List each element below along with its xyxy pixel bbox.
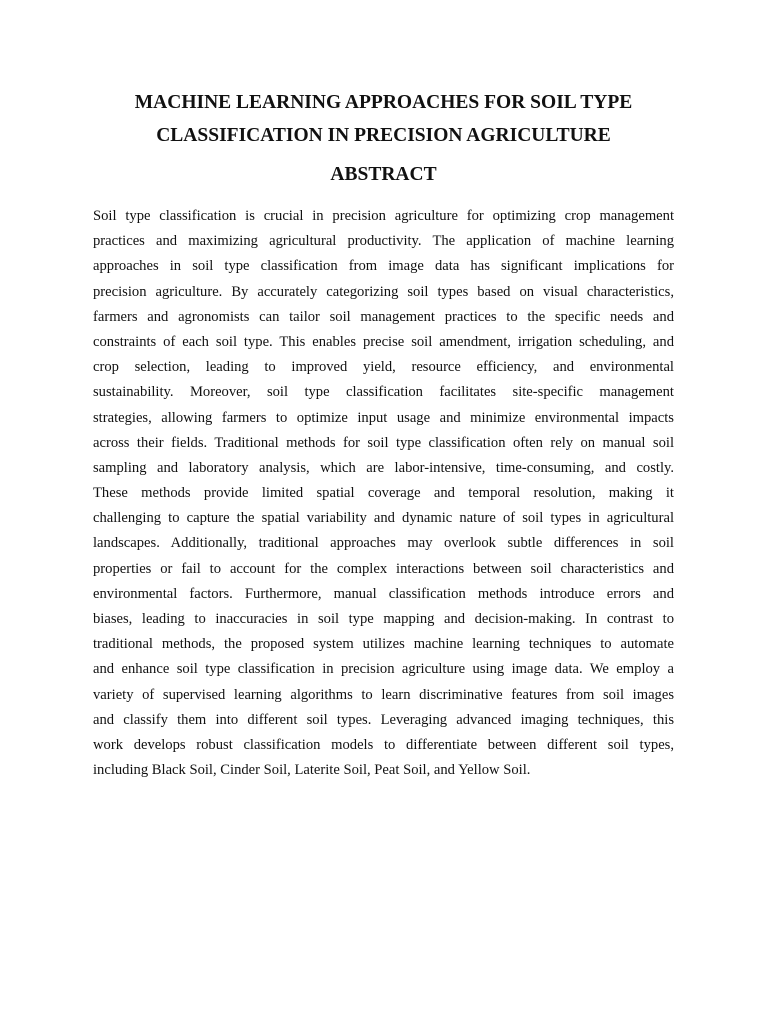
abstract-line: environmental factors. Furthermore, manual classification methods introduce errors and	[93, 585, 674, 602]
abstract-line: and classify them into different soil types. Leveraging advanced imaging techniques, this	[93, 711, 674, 728]
abstract-line: and enhance soil type classification in precision agriculture using image data. We employ a	[93, 661, 674, 678]
abstract-line: landscapes. Additionally, traditional approaches may overlook subtle differences in soil	[93, 535, 674, 552]
abstract-line: practices and maximizing agricultural productivity. The application of machine learning	[93, 233, 674, 250]
abstract-line: farmers and agronomists can tailor soil management practices to the specific needs and	[93, 308, 674, 325]
abstract-line: precision agriculture. By accurately categorizing soil types based on visual characteristics,	[93, 283, 674, 300]
abstract-line: across their fields. Traditional methods for soil type classification often rely on manual soil	[93, 434, 674, 451]
abstract-line: These methods provide limited spatial coverage and temporal resolution, making it	[93, 485, 674, 502]
abstract-line: including Black Soil, Cinder Soil, Laterite Soil, Peat Soil, and Yellow Soil.	[93, 762, 531, 779]
abstract-heading: ABSTRACT	[330, 164, 437, 185]
title-line-1: MACHINE LEARNING APPROACHES FOR SOIL TYPE	[134, 92, 633, 113]
abstract-line: variety of supervised learning algorithms to learn discriminative features from soil images	[93, 686, 674, 703]
abstract-line: properties or fail to account for the complex interactions between soil characteristics and	[93, 560, 674, 577]
abstract-line: traditional methods, the proposed system utilizes machine learning techniques to automate	[93, 636, 674, 653]
abstract-line: Soil type classification is crucial in precision agriculture for optimizing crop management	[93, 208, 674, 224]
abstract-line: strategies, allowing farmers to optimize input usage and minimize environmental impacts	[93, 409, 674, 426]
document-title	[93, 86, 674, 152]
abstract-line: constraints of each soil type. This enables precise soil amendment, irrigation scheduling, and	[93, 333, 674, 350]
abstract-line: sustainability. Moreover, soil type classification facilitates site-specific management	[93, 384, 674, 401]
abstract-line: work develops robust classification models to differentiate between different soil types,	[93, 736, 674, 753]
abstract-line: challenging to capture the spatial variability and dynamic nature of soil types in agricultural	[93, 510, 674, 527]
abstract-line: approaches in soil type classification from image data has significant implications for	[93, 258, 674, 275]
abstract-line: crop selection, leading to improved yield, resource efficiency, and environmental	[93, 359, 674, 376]
abstract-paragraph	[93, 204, 674, 783]
abstract-line: sampling and laboratory analysis, which are labor-intensive, time-consuming, and costly.	[93, 459, 674, 476]
abstract-line: biases, leading to inaccuracies in soil type mapping and decision-making. In contrast to	[93, 611, 674, 627]
title-line-2: CLASSIFICATION IN PRECISION AGRICULTURE	[156, 125, 611, 146]
